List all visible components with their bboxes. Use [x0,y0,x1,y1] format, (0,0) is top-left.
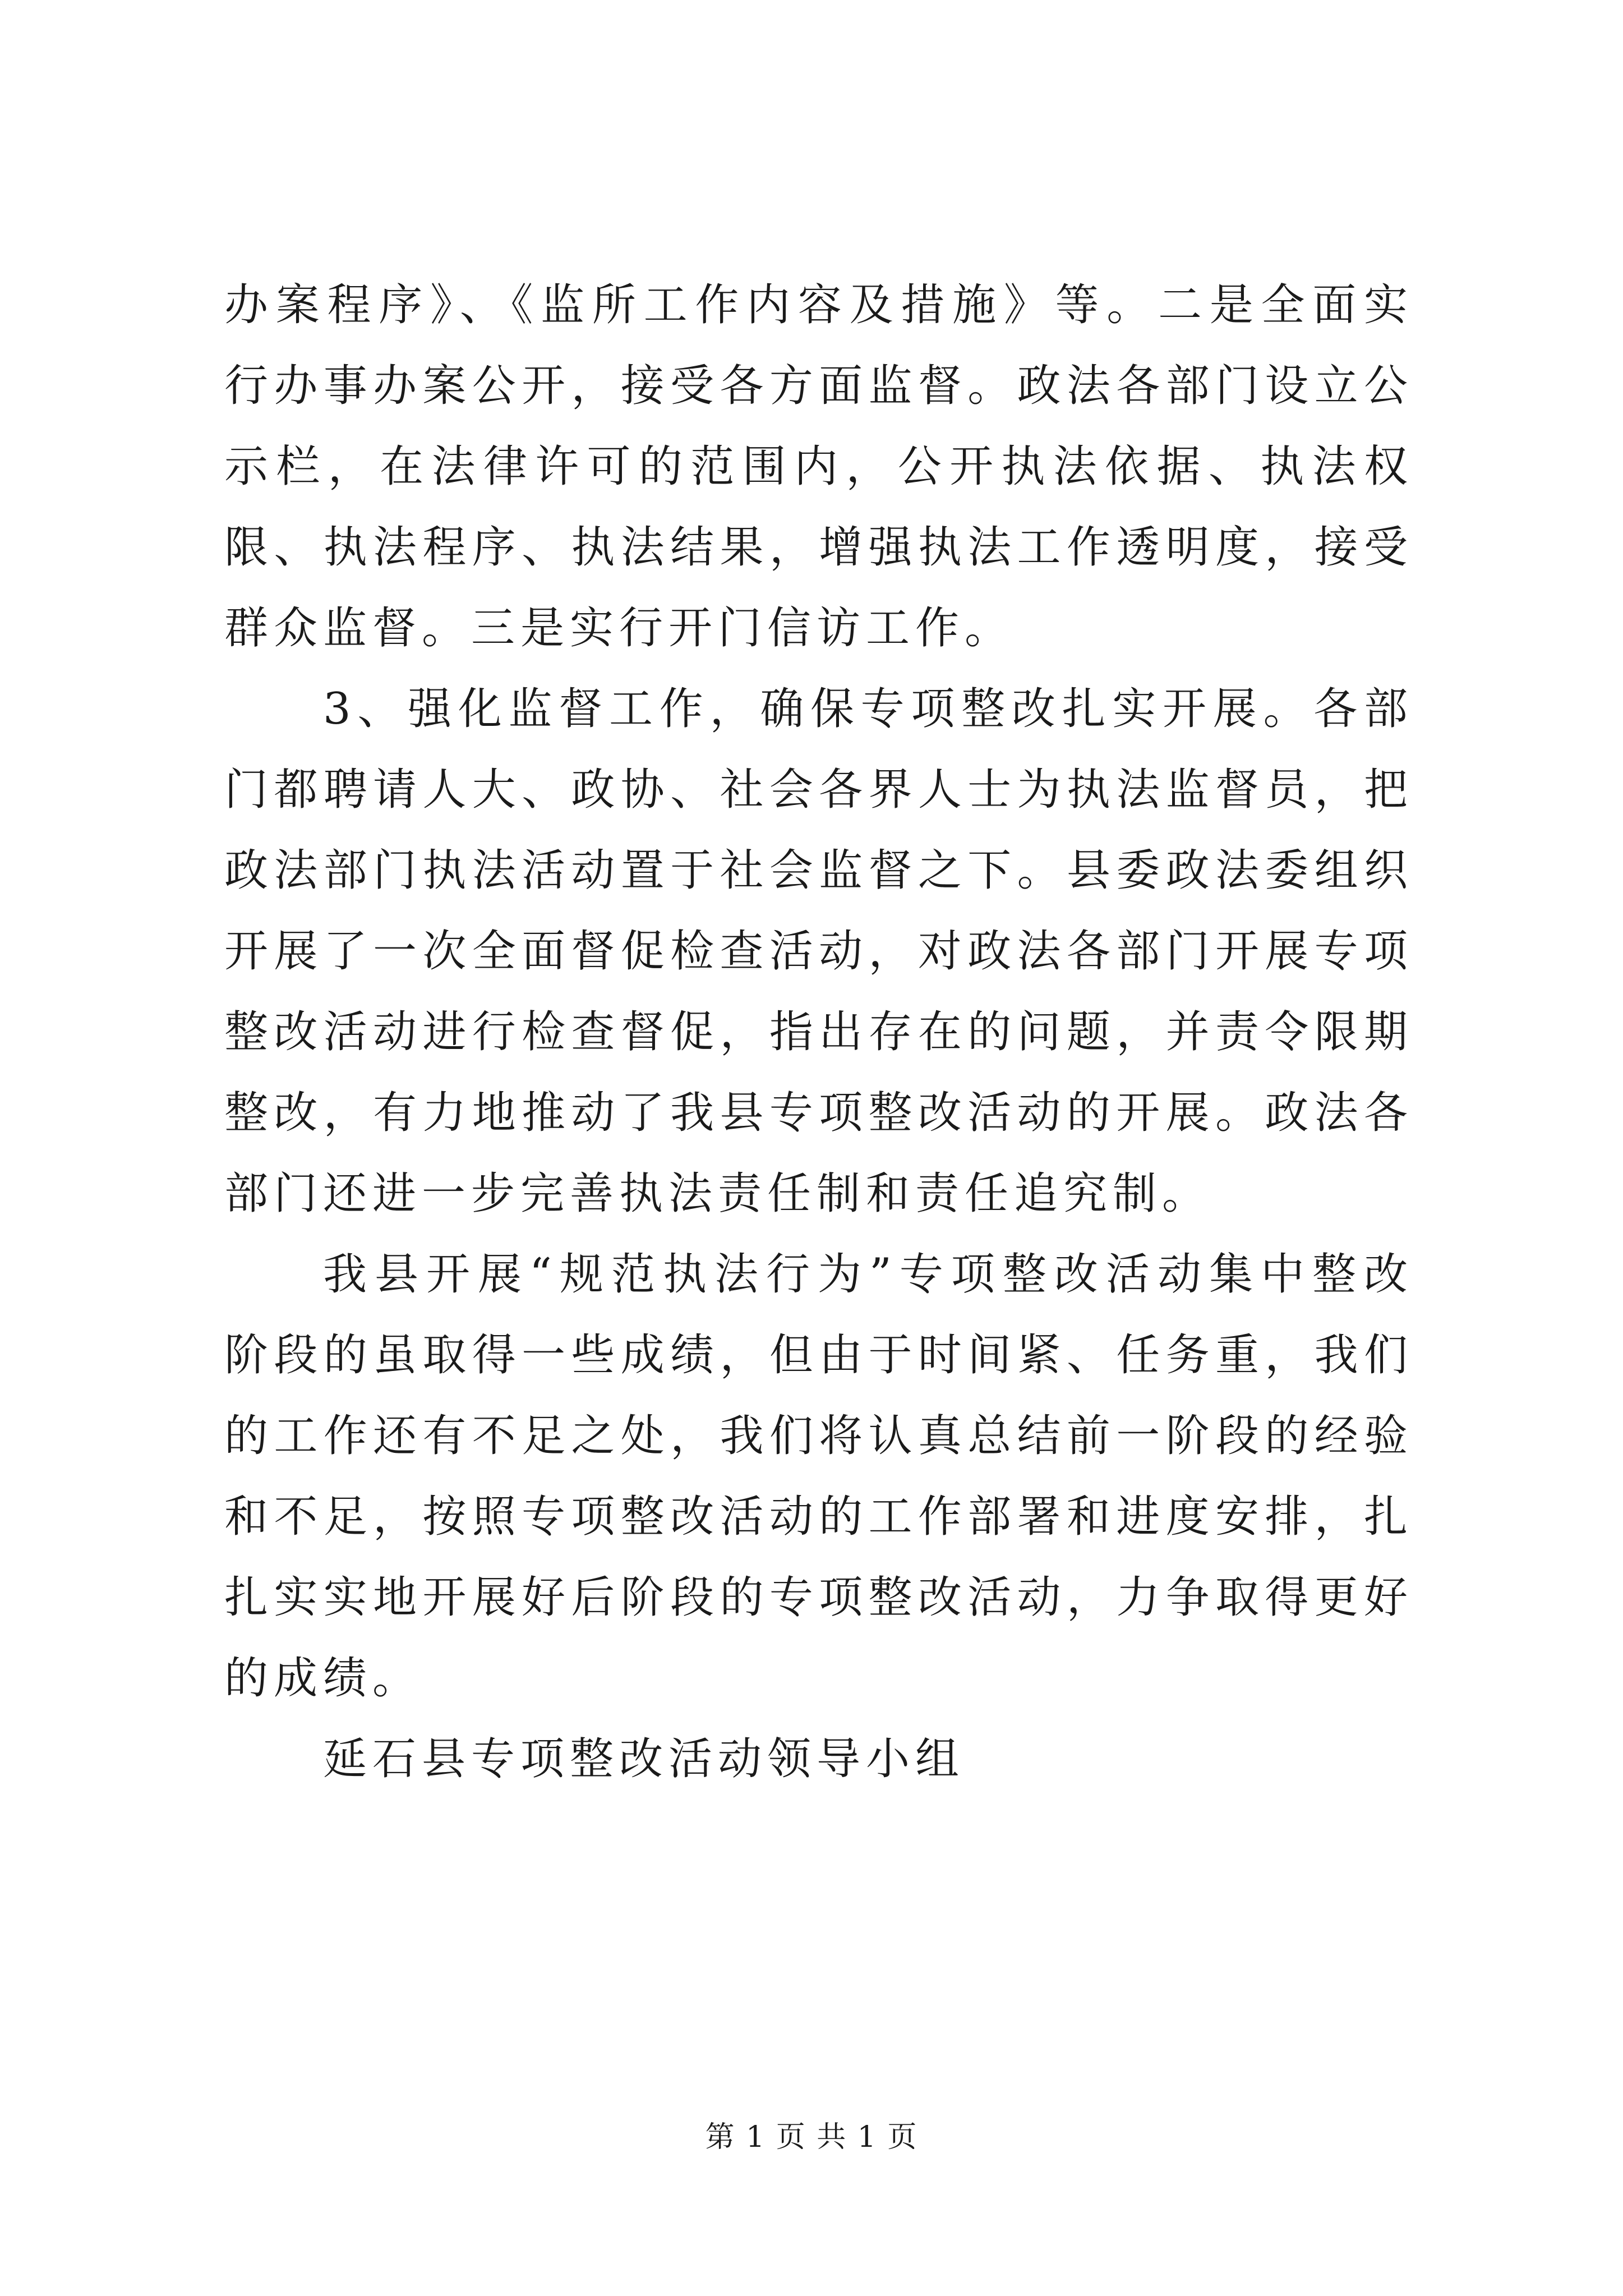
signature-line: 延石县专项整改活动领导小组 [323,1734,965,1784]
paragraph-3: 我县开展“规范执法行为”专项整改活动集中整改阶段的虽取得一些成绩，但由于时间紧、任务重，我们的工作还有不足之处，我们将认真总结前一阶段的经验和不足，按照专项整改活动的工作部署和进度安排，扎扎实实地开展好后阶段的专项整改活动，力争取得更好的成绩。 [224,1249,1413,1704]
paragraph-2: 3、强化监督工作，确保专项整改扎实开展。各部门都聘请人大、政协、社会各界人士为执法监督员，把政法部门执法活动置于社会监督之下。县委政法委组织开展了一次全面督促检查活动，对政法各部门开展专项整改活动进行检查督促，指出存在的问题，并责令限期整改，有力地推动了我县专项整改活动的开展。政法各部门还进一步完善执法责任制和责任追究制。 [224,684,1413,1219]
paragraph-1: 办案程序》、《监所工作内容及措施》等。二是全面实行办事办案公开，接受各方面监督。政法各部门设立公示栏，在法律许可的范围内，公开执法依据、执法权限、执法程序、执法结果，增强执法工作透明度，接受群众监督。三是实行开门信访工作。 [224,280,1413,654]
document-body [224,265,1413,1800]
page-footer: 第 1 页 共 1 页 [705,2120,918,2154]
